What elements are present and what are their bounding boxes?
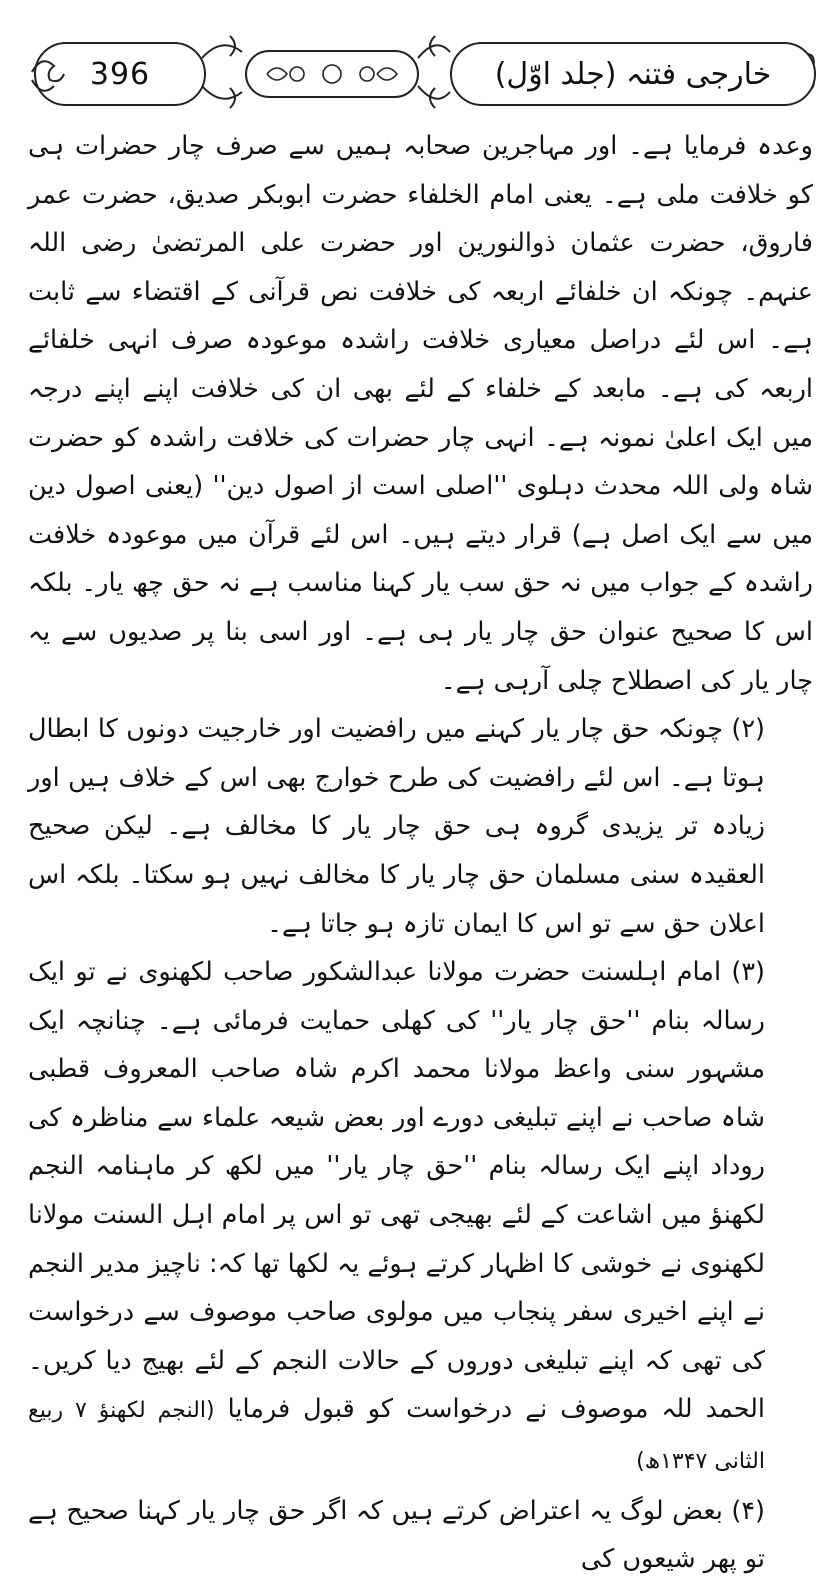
running-title: خارجی فتنہ (جلد اوّل) [494,56,772,92]
paragraph-text: (۳) امام اہلسنت حضرت مولانا عبدالشکور صاحب لکھنوی نے تو ایک رسالہ بنام ''حق چار یار'' کی کھلی حمایت فرمائی ہے۔ چنانچہ ایک مشہور سنی واعظ مولانا محمد اکرم شاہ صاحب المعروف قطبی شاہ صاحب نے اپنے تبلیغی دورے اور بعض شیعہ علماء سے مناظرہ کی روداد اپنے ایک رسالہ بنام ''حق چار یار'' میں لکھ کر ماہنامہ النجم لکھنؤ میں اشاعت کے لئے بھیجی تھی تو اس پر امام اہل السنت مولانا لکھنوی نے خوشی کا اظہار کرتے ہوئے یہ لکھا تھا کہ: ناچیز مدیر النجم نے اپنے اخیری سفر پنجاب میں مولوی صاحب موصوف سے درخواست کی تھی کہ اپنے تبلیغی دوروں کے حالات النجم کے لئے بھیج دیا کریں۔ الحمد للہ موصوف نے درخواست کو قبول فرمایا [28,957,766,1425]
citation: (النجم لکھنؤ ۷ ربیع الثانی ۱۳۴۷ھ) [28,1398,765,1475]
floral-ornament-icon [262,59,402,89]
paragraph: (۲) چونکہ حق چار یار کہنے میں رافضیت اور خارجیت دونوں کا ابطال ہوتا ہے۔ اس لئے رافضیت کی طرح خوارج بھی اس کے خلاف ہیں اور زیادہ تر یزیدی گروہ ہی حق چار یار کا مخالف ہے۔ لیکن صحیح العقیدہ سنی مسلمان حق چار یار کا مخالف نہیں ہو سکتا۔ بلکہ اس اعلان حق سے تو اس کا ایمان تازہ ہو جاتا ہے۔ [28,714,765,939]
page-number: 396 [89,56,151,92]
running-title-cartouche [450,42,816,106]
paragraph: وعدہ فرمایا ہے۔ اور مہاجرین صحابہ ہمیں سے صرف چار حضرات ہی کو خلافت ملی ہے۔ یعنی امام الخلفاء حضرت ابوبکر صدیق، حضرت عمر فاروق، حضرت عثمان ذوالنورین اور حضرت علی المرتضیٰ رضی اللہ عنہم۔ چونکہ ان خلفائے اربعہ کی خلافت نص قرآنی کے اقتضاء سے ثابت ہے۔ اس لئے دراصل معیاری خلافت راشدہ موعودہ صرف انہی خلفائے اربعہ کی ہے۔ مابعد کے خلفاء کے لئے بھی ان کی خلافت اپنے اپنے درجہ میں ایک اعلیٰ نمونہ ہے۔ انہی چار حضرات کی خلافت راشدہ کو حضرت شاہ ولی اللہ محدث دہلوی ''اصلی است از اصول دین'' (یعنی اصول دین میں سے ایک اصل ہے) قرار دیتے ہیں۔ اس لئے قرآن میں موعودہ خلافت راشدہ کے جواب میں نہ حق سب یار کہنا مناسب ہے نہ حق چھ یار۔ بلکہ اس کا صحیح عنوان حق چار یار ہی ہے۔ اور اسی بنا پر صدیوں سے یہ چار یار کی اصطلاح چلی آرہی ہے۔ [28,131,813,696]
decorative-cartouche [245,50,419,98]
main-text [28,122,813,1584]
paragraph: (۴) بعض لوگ یہ اعتراض کرتے ہیں کہ اگر حق چار یار کہنا صحیح ہے تو پھر شیعوں کی [28,1495,765,1575]
paragraph [28,948,813,1487]
page-header [30,28,820,124]
